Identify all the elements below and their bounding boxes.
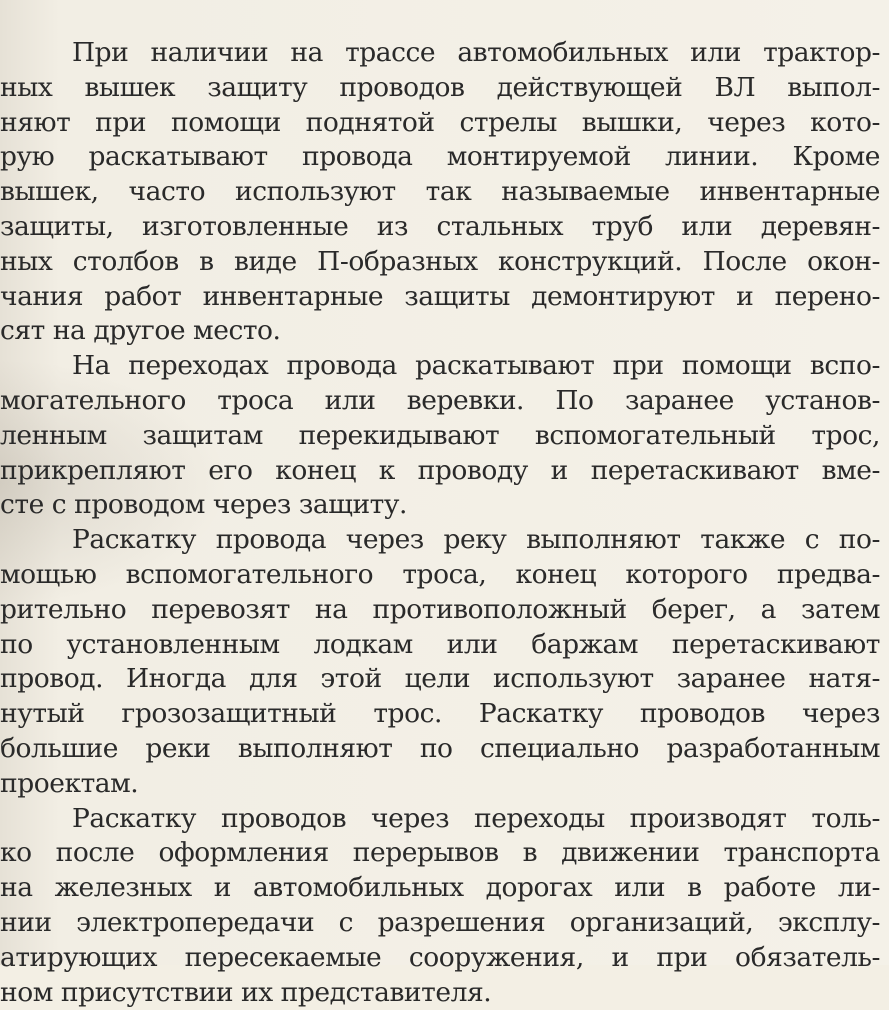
- paragraph-1: [0, 36, 880, 349]
- text-line: На переходах провода раскатывают при помощи вспо-: [72, 350, 880, 382]
- paragraph-3: [0, 523, 880, 801]
- text-line: ном присутствии их представителя.: [0, 976, 492, 1008]
- text-line: При наличии на трассе автомобильных или трактор-: [72, 37, 880, 68]
- text-line: на железных и автомобильных дорогах или в работе ли-: [0, 872, 880, 904]
- text-line: ных вышек защиту проводов действующей ВЛ выпол-: [0, 71, 880, 103]
- text-line: няют при помощи поднятой стрелы вышки, через кото-: [0, 106, 880, 138]
- text-line: ко после оформления перерывов в движении транспорта: [0, 837, 880, 869]
- body-text: [0, 36, 880, 1010]
- text-line: большие реки выполняют по специально разработанным: [0, 732, 880, 764]
- text-line: атирующих пересекаемые сооружения, и при обязатель-: [0, 941, 880, 973]
- text-line: рительно перевозят на противоположный берег, а затем: [0, 593, 880, 625]
- text-line: защиты, изготовленные из стальных труб или деревян-: [0, 210, 880, 242]
- paragraph-4: [0, 802, 880, 1010]
- text-line: ных столбов в виде П-образных конструкций. После окон-: [0, 245, 880, 277]
- text-line: ленным защитам перекидывают вспомогательный трос,: [0, 419, 880, 451]
- text-line: рую раскатывают провода монтируемой линии. Кроме: [0, 141, 880, 173]
- text-line: могательного троса или веревки. По заранее установ-: [0, 384, 880, 416]
- text-line: мощью вспомогательного троса, конец которого предва-: [0, 558, 880, 590]
- text-line: провод. Иногда для этой цели используют заранее натя-: [0, 663, 880, 695]
- text-line: по установленным лодкам или баржам перетаскивают: [0, 628, 880, 660]
- text-line: чания работ инвентарные защиты демонтируют и перено-: [0, 280, 880, 312]
- text-line: нии электропередачи с разрешения организаций, эксплу-: [0, 906, 880, 938]
- text-line: вышек, часто используют так называемые инвентарные: [0, 176, 880, 208]
- paragraph-2: [0, 349, 880, 523]
- text-line: сят на другое место.: [0, 315, 281, 347]
- text-line: Раскатку провода через реку выполняют также с по-: [72, 524, 880, 556]
- text-line: проектам.: [0, 767, 139, 799]
- text-line: нутый грозозащитный трос. Раскатку проводов через: [0, 698, 880, 730]
- text-line: сте с проводом через защиту.: [0, 489, 407, 521]
- text-line: прикрепляют его конец к проводу и перетаскивают вме-: [0, 454, 880, 486]
- text-line: Раскатку проводов через переходы производят толь-: [72, 802, 880, 834]
